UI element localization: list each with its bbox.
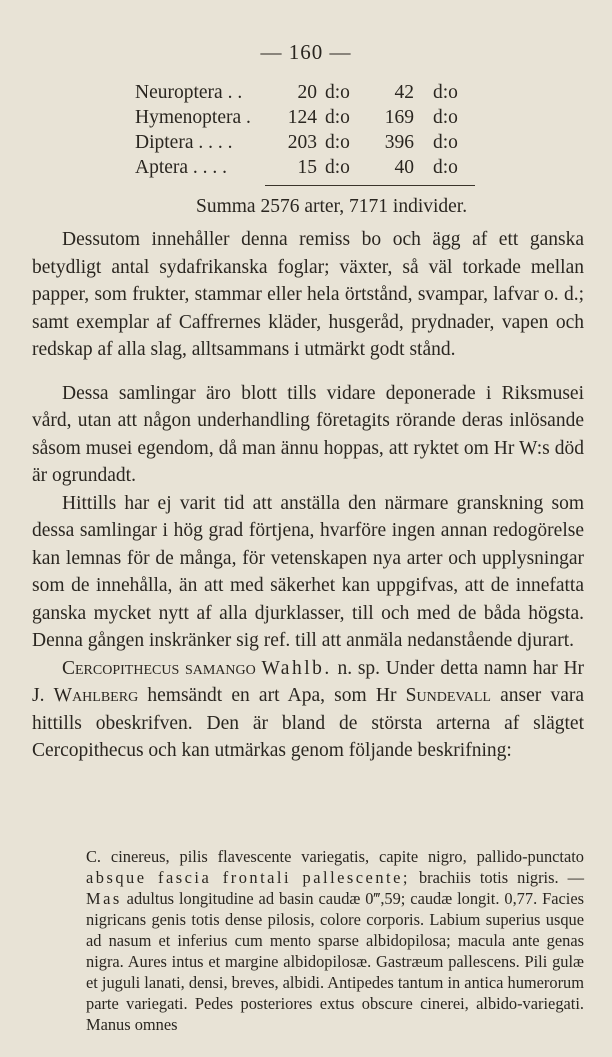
table-row — [135, 157, 475, 182]
order-name: Aptera . . . . — [135, 157, 228, 178]
species-unit: d:o — [325, 82, 350, 103]
spaced-text: Mas — [86, 889, 122, 908]
latin-paragraph — [86, 846, 584, 1035]
order-name: Hymenoptera . — [135, 107, 251, 128]
text-fragment: Under detta namn har Hr J. — [32, 657, 585, 706]
species-count-table — [135, 82, 475, 182]
species-unit: d:o — [325, 132, 350, 153]
individual-unit: d:o — [433, 132, 458, 153]
species-count: 124 — [287, 107, 317, 128]
species-unit: d:o — [325, 157, 350, 178]
individual-count: 396 — [384, 132, 414, 153]
text-fragment: adultus longitudine ad basin caudæ 0‴,59; caudæ longit. 0,77. Facies nigricans genis totis dense pilosis, colore corporis. Labium superius usque ad nasum et inferius cum mento sparse albidopilosa; macula ante genas nigra. Aures intus et margine albidopilosæ. Gastræum pallescens. Pili gulæ et juguli lanati, densi, breves, albidi. Antipedes tantum in antica humerorum parte variegati. Pedes posteriores extus obscure cinerei, albido-variegati. Manus omnes — [86, 889, 584, 1034]
paragraph: Dessa samlingar äro blott tills vidare deponerade i Riksmusei vård, utan att någon underhandling företagits rörande deras inlösande såsom musei egendom, då man ännu hoppas, att ryktet om Hr W:s död är ogrundadt. — [32, 382, 584, 486]
latin-lead: C. cinereus, pilis flavescente variegatis, capite nigro, pallido-punctato — [86, 847, 584, 866]
text-fragment: anser vara hittills obeskrifven. Den är bland de största arterna af slägtet Cercopithecus och kan utmärkas genom följande beskrifning: — [32, 685, 585, 761]
order-name: Diptera . . . . — [135, 132, 233, 153]
spaced-text: absque fascia frontali pallescente; — [86, 868, 410, 887]
individual-unit: d:o — [433, 82, 458, 103]
table-row — [135, 82, 475, 107]
species-count: 203 — [287, 132, 317, 153]
new-species-tag: n. sp. — [337, 657, 381, 679]
summa-line: Summa 2576 arter, 7171 individer. — [196, 196, 468, 217]
species-author: Wahlb. — [261, 657, 332, 679]
person-name: Wahlberg — [53, 685, 139, 706]
table-row — [135, 132, 475, 157]
species-count: 15 — [297, 157, 317, 178]
paragraph: Dessutom innehåller denna remiss bo och ägg af ett ganska betydligt antal sydafrikanska foglar; växter, så väl torkade mellan papper, som frukter, stammar eller hela örtstånd, svampar, lafvar o. d.; samt exemplar af Caffrernes kläder, husgeråd, prydnader, vapen och redskap af alla slag, alltsammans i utmärkt godt stånd. — [32, 229, 584, 360]
individual-count: 42 — [394, 82, 414, 103]
species-name: Cercopithecus samango — [62, 657, 256, 679]
body-text — [32, 226, 584, 765]
individual-count: 169 — [384, 107, 414, 128]
individual-unit: d:o — [433, 107, 458, 128]
species-unit: d:o — [325, 107, 350, 128]
species-paragraph — [32, 655, 584, 765]
text-fragment: hemsändt en art Apa, som Hr — [147, 685, 397, 706]
table-row — [135, 107, 475, 132]
individual-unit: d:o — [433, 157, 458, 178]
individual-count: 40 — [394, 157, 414, 178]
page-number: — 160 — — [260, 40, 352, 64]
latin-description — [86, 846, 584, 1035]
text-fragment: brachiis totis nigris. — — [418, 868, 584, 887]
sum-rule — [265, 185, 475, 186]
order-name: Neuroptera . . — [135, 82, 243, 103]
paragraph: Hittills har ej varit tid att anställa den närmare granskning som dessa samlingar i hög grad förtjena, hvarföre ingen annan redogörelse kan lemnas för de många, för vetenskapen nya arter och upplysningar som de innehålla, än att med säkerhet kan uppgifvas, att de innefatta ganska mycket nytt af alla djurklasser, till och med de båda högsta. Denna gången inskränker sig ref. till att anmäla nedanstående djurart. — [32, 492, 584, 651]
person-name: Sundevall — [405, 685, 491, 706]
species-count: 20 — [297, 82, 317, 103]
